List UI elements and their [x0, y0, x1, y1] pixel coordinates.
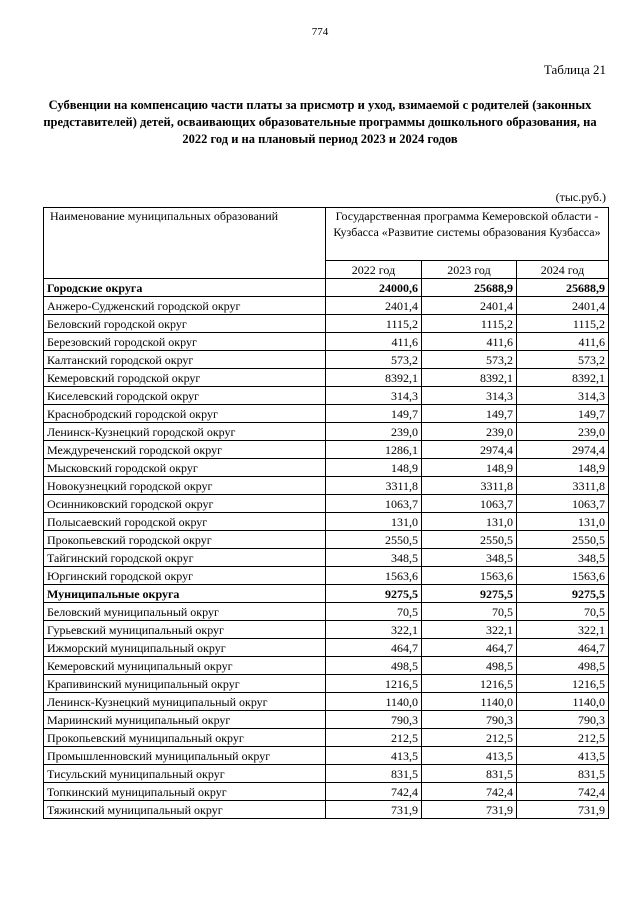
table-row: [44, 711, 609, 729]
value-2024: 2550,5: [517, 531, 609, 549]
value-2023: 2974,4: [422, 441, 517, 459]
unit-label: (тыс.руб.): [555, 190, 606, 204]
municipality-name: Тяжинский муниципальный округ: [44, 801, 326, 819]
value-2024: 131,0: [517, 513, 609, 531]
municipality-name: Анжеро-Судженский городской округ: [44, 297, 326, 315]
value-2023: 742,4: [422, 783, 517, 801]
header-program: Государственная программа Кемеровской области - Кузбасса «Развитие системы образования Кузбасса»: [326, 208, 609, 261]
table-row: [44, 405, 609, 423]
value-2023: 2550,5: [422, 531, 517, 549]
value-2023: 8392,1: [422, 369, 517, 387]
value-2024: 212,5: [517, 729, 609, 747]
value-2022: 70,5: [326, 603, 422, 621]
value-2022: 411,6: [326, 333, 422, 351]
table-row: [44, 513, 609, 531]
municipality-name: Ижморский муниципальный округ: [44, 639, 326, 657]
value-2023: 348,5: [422, 549, 517, 567]
municipality-name: Прокопьевский муниципальный округ: [44, 729, 326, 747]
value-2024: 411,6: [517, 333, 609, 351]
value-2023: 212,5: [422, 729, 517, 747]
municipality-name: Осинниковский городской округ: [44, 495, 326, 513]
value-2024: 1063,7: [517, 495, 609, 513]
value-2022: 239,0: [326, 423, 422, 441]
value-2024: 790,3: [517, 711, 609, 729]
municipality-name: Кемеровский муниципальный округ: [44, 657, 326, 675]
value-2023: 831,5: [422, 765, 517, 783]
table-row: [44, 567, 609, 585]
value-2022: 742,4: [326, 783, 422, 801]
municipality-name: Березовский городской округ: [44, 333, 326, 351]
table-row: [44, 459, 609, 477]
value-2024: 70,5: [517, 603, 609, 621]
value-2024: 149,7: [517, 405, 609, 423]
municipality-name: Кемеровский городской округ: [44, 369, 326, 387]
municipality-name: Городские округа: [44, 279, 326, 297]
municipality-name: Новокузнецкий городской округ: [44, 477, 326, 495]
value-2022: 131,0: [326, 513, 422, 531]
value-2022: 8392,1: [326, 369, 422, 387]
value-2022: 1286,1: [326, 441, 422, 459]
value-2022: 149,7: [326, 405, 422, 423]
table-row: [44, 423, 609, 441]
table-row: [44, 675, 609, 693]
table-row: [44, 351, 609, 369]
value-2024: 831,5: [517, 765, 609, 783]
value-2023: 70,5: [422, 603, 517, 621]
value-2022: 148,9: [326, 459, 422, 477]
value-2024: 322,1: [517, 621, 609, 639]
value-2024: 3311,8: [517, 477, 609, 495]
page-number: 774: [311, 26, 329, 38]
municipality-name: Беловский городской округ: [44, 315, 326, 333]
value-2023: 498,5: [422, 657, 517, 675]
municipality-name: Юргинский городской округ: [44, 567, 326, 585]
table-row: [44, 531, 609, 549]
value-2024: 25688,9: [517, 279, 609, 297]
value-2022: 9275,5: [326, 585, 422, 603]
municipality-name: Муниципальные округа: [44, 585, 326, 603]
municipality-name: Крапивинский муниципальный округ: [44, 675, 326, 693]
value-2023: 1216,5: [422, 675, 517, 693]
header-year-2024: 2024 год: [517, 261, 609, 279]
table-row: [44, 603, 609, 621]
value-2022: 498,5: [326, 657, 422, 675]
value-2022: 2550,5: [326, 531, 422, 549]
value-2022: 1216,5: [326, 675, 422, 693]
municipality-name: Беловский муниципальный округ: [44, 603, 326, 621]
value-2023: 322,1: [422, 621, 517, 639]
value-2024: 348,5: [517, 549, 609, 567]
value-2023: 2401,4: [422, 297, 517, 315]
table-row: [44, 765, 609, 783]
value-2023: 1563,6: [422, 567, 517, 585]
value-2022: 413,5: [326, 747, 422, 765]
value-2024: 9275,5: [517, 585, 609, 603]
value-2024: 1140,0: [517, 693, 609, 711]
value-2024: 148,9: [517, 459, 609, 477]
table-row: [44, 387, 609, 405]
value-2024: 2401,4: [517, 297, 609, 315]
table-row: [44, 369, 609, 387]
municipality-name: Тисульский муниципальный округ: [44, 765, 326, 783]
table-group-row: [44, 585, 609, 603]
value-2024: 573,2: [517, 351, 609, 369]
value-2022: 790,3: [326, 711, 422, 729]
municipality-name: Мысковский городской округ: [44, 459, 326, 477]
table-row: [44, 639, 609, 657]
municipality-name: Полысаевский городской округ: [44, 513, 326, 531]
municipality-name: Калтанский городской округ: [44, 351, 326, 369]
value-2022: 731,9: [326, 801, 422, 819]
table-row: [44, 747, 609, 765]
value-2022: 1563,6: [326, 567, 422, 585]
table-row: [44, 315, 609, 333]
value-2022: 314,3: [326, 387, 422, 405]
value-2023: 731,9: [422, 801, 517, 819]
value-2022: 212,5: [326, 729, 422, 747]
municipality-name: Ленинск-Кузнецкий муниципальный округ: [44, 693, 326, 711]
value-2024: 8392,1: [517, 369, 609, 387]
value-2023: 1140,0: [422, 693, 517, 711]
value-2023: 25688,9: [422, 279, 517, 297]
value-2022: 2401,4: [326, 297, 422, 315]
value-2023: 413,5: [422, 747, 517, 765]
table-row: [44, 333, 609, 351]
value-2024: 742,4: [517, 783, 609, 801]
municipality-name: Топкинский муниципальный округ: [44, 783, 326, 801]
municipality-name: Гурьевский муниципальный округ: [44, 621, 326, 639]
table-row: [44, 783, 609, 801]
table-row: [44, 801, 609, 819]
value-2023: 1063,7: [422, 495, 517, 513]
value-2022: 348,5: [326, 549, 422, 567]
value-2023: 314,3: [422, 387, 517, 405]
value-2024: 314,3: [517, 387, 609, 405]
table-row: [44, 693, 609, 711]
header-name-column: Наименование муниципальных образований: [44, 208, 326, 279]
municipality-name: Киселевский городской округ: [44, 387, 326, 405]
value-2023: 573,2: [422, 351, 517, 369]
municipality-name: Мариинский муниципальный округ: [44, 711, 326, 729]
value-2022: 1140,0: [326, 693, 422, 711]
table-group-row: [44, 279, 609, 297]
value-2022: 573,2: [326, 351, 422, 369]
value-2022: 831,5: [326, 765, 422, 783]
value-2023: 131,0: [422, 513, 517, 531]
value-2024: 239,0: [517, 423, 609, 441]
value-2024: 1115,2: [517, 315, 609, 333]
municipality-name: Тайгинский городской округ: [44, 549, 326, 567]
value-2024: 731,9: [517, 801, 609, 819]
municipality-name: Промышленновский муниципальный округ: [44, 747, 326, 765]
value-2023: 790,3: [422, 711, 517, 729]
subsidy-table: [43, 207, 609, 819]
value-2024: 1563,6: [517, 567, 609, 585]
value-2022: 1063,7: [326, 495, 422, 513]
value-2023: 411,6: [422, 333, 517, 351]
value-2023: 9275,5: [422, 585, 517, 603]
value-2023: 3311,8: [422, 477, 517, 495]
table-row: [44, 729, 609, 747]
table-row: [44, 477, 609, 495]
value-2022: 3311,8: [326, 477, 422, 495]
municipality-name: Прокопьевский городской округ: [44, 531, 326, 549]
table-row: [44, 549, 609, 567]
table-row: [44, 495, 609, 513]
value-2024: 1216,5: [517, 675, 609, 693]
value-2024: 413,5: [517, 747, 609, 765]
municipality-name: Междуреченский городской округ: [44, 441, 326, 459]
value-2022: 1115,2: [326, 315, 422, 333]
table-row: [44, 297, 609, 315]
value-2024: 2974,4: [517, 441, 609, 459]
municipality-name: Ленинск-Кузнецкий городской округ: [44, 423, 326, 441]
value-2022: 464,7: [326, 639, 422, 657]
value-2024: 498,5: [517, 657, 609, 675]
table-label: Таблица 21: [543, 62, 606, 77]
value-2024: 464,7: [517, 639, 609, 657]
document-title: Субвенции на компенсацию части платы за присмотр и уход, взимаемой с родителей (законных представителей) детей, осваивающих образовательные программы дошкольного образования, на 2022 год и на плановый период 2023 и 2024 годов: [43, 98, 597, 146]
value-2023: 464,7: [422, 639, 517, 657]
value-2022: 322,1: [326, 621, 422, 639]
table-row: [44, 657, 609, 675]
header-year-2023: 2023 год: [422, 261, 517, 279]
table-row: [44, 621, 609, 639]
table-row: [44, 441, 609, 459]
value-2023: 148,9: [422, 459, 517, 477]
value-2023: 149,7: [422, 405, 517, 423]
table-body: [44, 279, 609, 819]
value-2023: 1115,2: [422, 315, 517, 333]
value-2022: 24000,6: [326, 279, 422, 297]
municipality-name: Краснобродский городской округ: [44, 405, 326, 423]
header-year-2022: 2022 год: [326, 261, 422, 279]
value-2023: 239,0: [422, 423, 517, 441]
